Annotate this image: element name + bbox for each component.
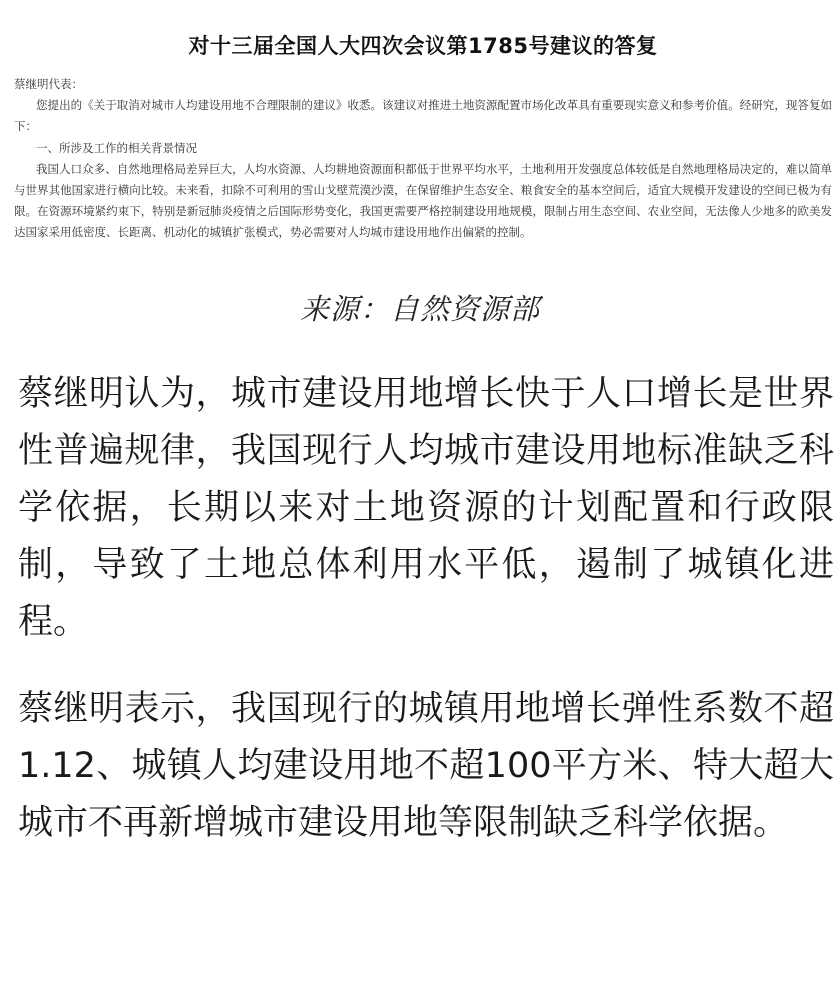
document-paragraph-intro: 您提出的《关于取消对城市人均建设用地不合理限制的建议》收悉。该建议对推进土地资源配置市场化改革具有重要现实意义和参考价值。经研究，现答复如下： (14, 98, 832, 134)
article-paragraph: 蔡继明表示，我国现行的城镇用地增长弹性系数不超1.12、城镇人均建设用地不超100平方米、特大超大城市不再新增城市建设用地等限制缺乏科学依据。 (18, 689, 834, 843)
document-title: 对十三届全国人大四次会议第1785号建议的答复 (188, 34, 658, 58)
article-paragraph: 蔡继明认为，城市建设用地增长快于人口增长是世界性普遍规律，我国现行人均城市建设用地标准缺乏科学依据，长期以来对土地资源的计划配置和行政限制，导致了土地总体利用水平低，遏制了城镇化进程。 (18, 374, 834, 642)
document-salutation: 蔡继明代表： (14, 77, 83, 91)
document-body (14, 74, 832, 244)
document-section-heading: 一、所涉及工作的相关背景情况 (36, 140, 197, 155)
article-body (18, 366, 834, 882)
document-screenshot (14, 22, 832, 272)
image-caption: 来源：自然资源部 (299, 292, 540, 326)
document-paragraph-background: 我国人口众多、自然地理格局差异巨大，人均水资源、人均耕地资源面积都低于世界平均水平，土地利用开发强度总体较低是自然地理格局决定的，难以简单与世界其他国家进行横向比较。未来看，扣除不可利用的雪山戈壁荒漠沙漠，在保留维护生态安全、粮食安全的基本空间后，适宜大规模开发建设的空间已极为有限。在资源环境紧约束下，特别是新冠肺炎疫情之后国际形势变化，我国更需要严格控制建设用地规模，限制占用生态空间、农业空间，无法像人少地多的欧美发达国家采用低密度、长距离、机动化的城镇扩张模式，势必需要对人均城市建设用地作出偏紧的控制。 (14, 161, 832, 240)
